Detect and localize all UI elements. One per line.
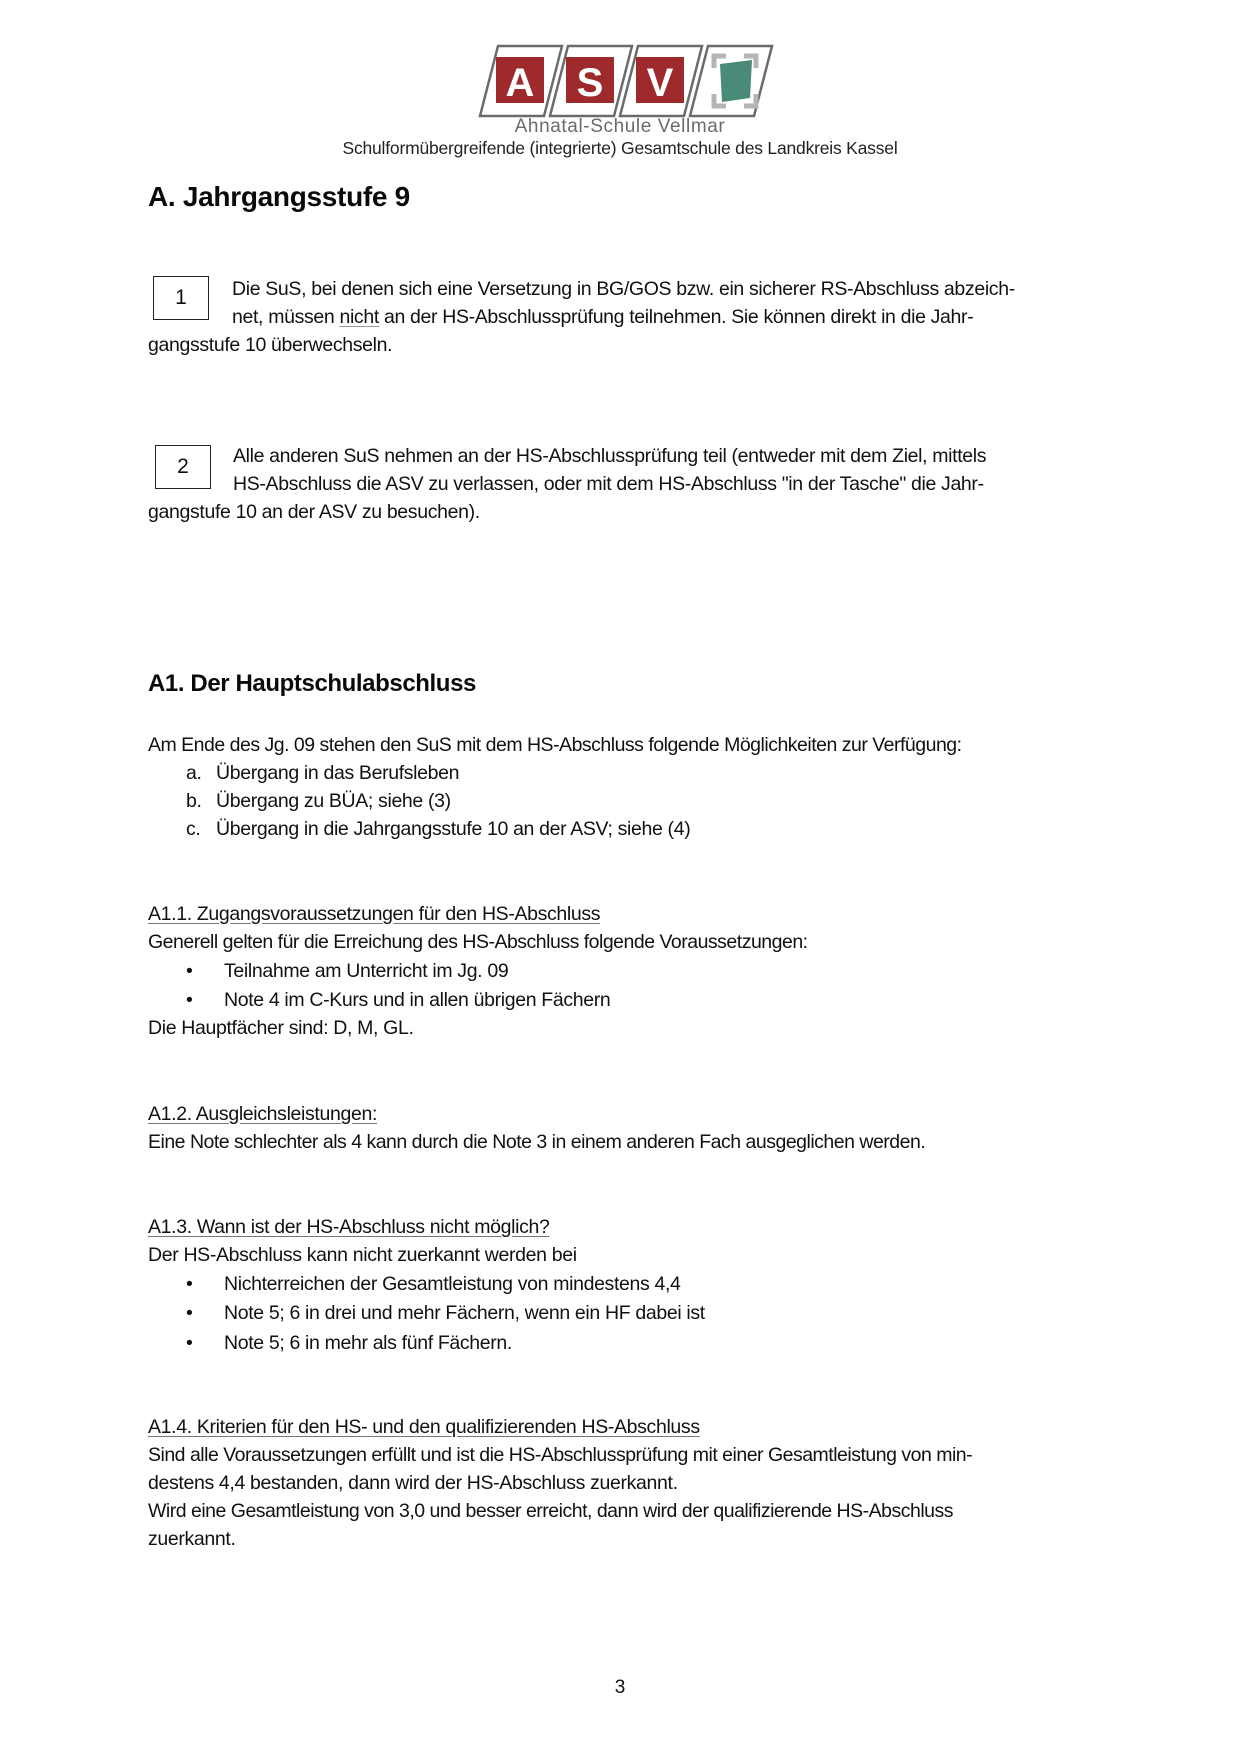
page-number: 3 bbox=[614, 1677, 626, 1698]
item-1-line-3: gangsstufe 10 überwechseln. bbox=[148, 334, 393, 356]
list-item-text: Übergang in das Berufsleben bbox=[216, 762, 460, 784]
bullet-text: Note 4 im C-Kurs und in allen übrigen Fächern bbox=[224, 989, 611, 1011]
logo-letter-s: S bbox=[576, 61, 604, 105]
bullet-icon: • bbox=[186, 989, 193, 1011]
bullet-icon: • bbox=[186, 1273, 193, 1295]
item-1-line-1: Die SuS, bei denen sich eine Versetzung in BG/GOS bzw. ein sicherer RS-Abschluss abzeich- bbox=[232, 278, 1015, 300]
bullet-icon: • bbox=[186, 960, 193, 982]
list-item-text: Übergang zu BÜA; siehe (3) bbox=[216, 790, 451, 812]
item-2-line-2: HS-Abschluss die ASV zu verlassen, oder mit dem HS-Abschluss "in der Tasche" die Jahr- bbox=[233, 473, 984, 495]
emphasis-nicht: nicht bbox=[339, 306, 379, 328]
a1-intro: Am Ende des Jg. 09 stehen den SuS mit dem HS-Abschluss folgende Möglichkeiten zur Verfügung: bbox=[148, 734, 962, 756]
paragraph-line: destens 4,4 bestanden, dann wird der HS-Abschluss zuerkannt. bbox=[148, 1472, 678, 1494]
item-1-line-2-pre: net, müssen bbox=[232, 306, 340, 328]
subsection-title: A1.1. Zugangsvoraussetzungen für den HS-Abschluss bbox=[148, 903, 601, 925]
logo-green-square bbox=[720, 60, 752, 102]
paragraph-line: Sind alle Voraussetzungen erfüllt und ist die HS-Abschlussprüfung mit einer Gesamtleistung von min- bbox=[148, 1444, 973, 1466]
school-subtitle: Schulformübergreifende (integrierte) Gesamtschule des Landkreis Kassel bbox=[342, 138, 898, 158]
item-1-line-2-post: an der HS-Abschlussprüfung teilnehmen. Sie können direkt in die Jahr- bbox=[378, 306, 974, 328]
item-2-line-1: Alle anderen SuS nehmen an der HS-Abschlussprüfung teil (entweder mit dem Ziel, mittels bbox=[233, 445, 987, 467]
item-number-box: 1 bbox=[153, 276, 209, 320]
list-item-text: Übergang in die Jahrgangsstufe 10 an der ASV; siehe (4) bbox=[216, 818, 691, 840]
list-marker: a. bbox=[186, 762, 202, 784]
asv-school-logo bbox=[476, 44, 776, 118]
subsection-title: A1.4. Kriterien für den HS- und den qualifizierenden HS-Abschluss bbox=[148, 1416, 700, 1438]
bullet-text: Nichterreichen der Gesamtleistung von mindestens 4,4 bbox=[224, 1273, 681, 1295]
bullet-icon: • bbox=[186, 1332, 193, 1354]
subsection-title: A1.2. Ausgleichsleistungen: bbox=[148, 1103, 378, 1125]
bullet-icon: • bbox=[186, 1302, 193, 1324]
bullet-item bbox=[186, 986, 610, 1014]
list-item bbox=[186, 759, 459, 787]
item-1-line-2 bbox=[232, 303, 973, 331]
bullet-item bbox=[186, 1329, 512, 1357]
bullet-item bbox=[186, 957, 508, 985]
section-a-heading: A. Jahrgangsstufe 9 bbox=[148, 181, 410, 212]
item-2-line-3: gangstufe 10 an der ASV zu besuchen). bbox=[148, 501, 480, 523]
list-item bbox=[186, 787, 451, 815]
paragraph-line: zuerkannt. bbox=[148, 1528, 236, 1550]
subsection-intro: Generell gelten für die Erreichung des HS-Abschluss folgende Voraussetzungen: bbox=[148, 931, 808, 953]
subsection-outro: Die Hauptfächer sind: D, M, GL. bbox=[148, 1017, 414, 1039]
section-a1-heading: A1. Der Hauptschulabschluss bbox=[148, 670, 476, 697]
subsection-intro: Der HS-Abschluss kann nicht zuerkannt werden bei bbox=[148, 1244, 577, 1266]
bullet-text: Note 5; 6 in mehr als fünf Fächern. bbox=[224, 1332, 512, 1354]
bullet-item bbox=[186, 1299, 705, 1327]
item-number-box: 2 bbox=[155, 445, 211, 489]
logo-letter-v: V bbox=[646, 61, 674, 105]
bullet-text: Note 5; 6 in drei und mehr Fächern, wenn ein HF dabei ist bbox=[224, 1302, 705, 1324]
subsection-text: Eine Note schlechter als 4 kann durch die Note 3 in einem anderen Fach ausgeglichen werden. bbox=[148, 1131, 926, 1153]
bullet-text: Teilnahme am Unterricht im Jg. 09 bbox=[224, 960, 509, 982]
subsection-title: A1.3. Wann ist der HS-Abschluss nicht möglich? bbox=[148, 1216, 550, 1238]
paragraph-line: Wird eine Gesamtleistung von 3,0 und besser erreicht, dann wird der qualifizierende HS-Abschluss bbox=[148, 1500, 954, 1522]
list-marker: c. bbox=[186, 818, 201, 840]
list-item bbox=[186, 815, 690, 843]
list-marker: b. bbox=[186, 790, 202, 812]
school-name: Ahnatal-Schule Vellmar bbox=[514, 116, 726, 137]
bullet-item bbox=[186, 1270, 681, 1298]
logo-letter-a: A bbox=[505, 61, 535, 105]
